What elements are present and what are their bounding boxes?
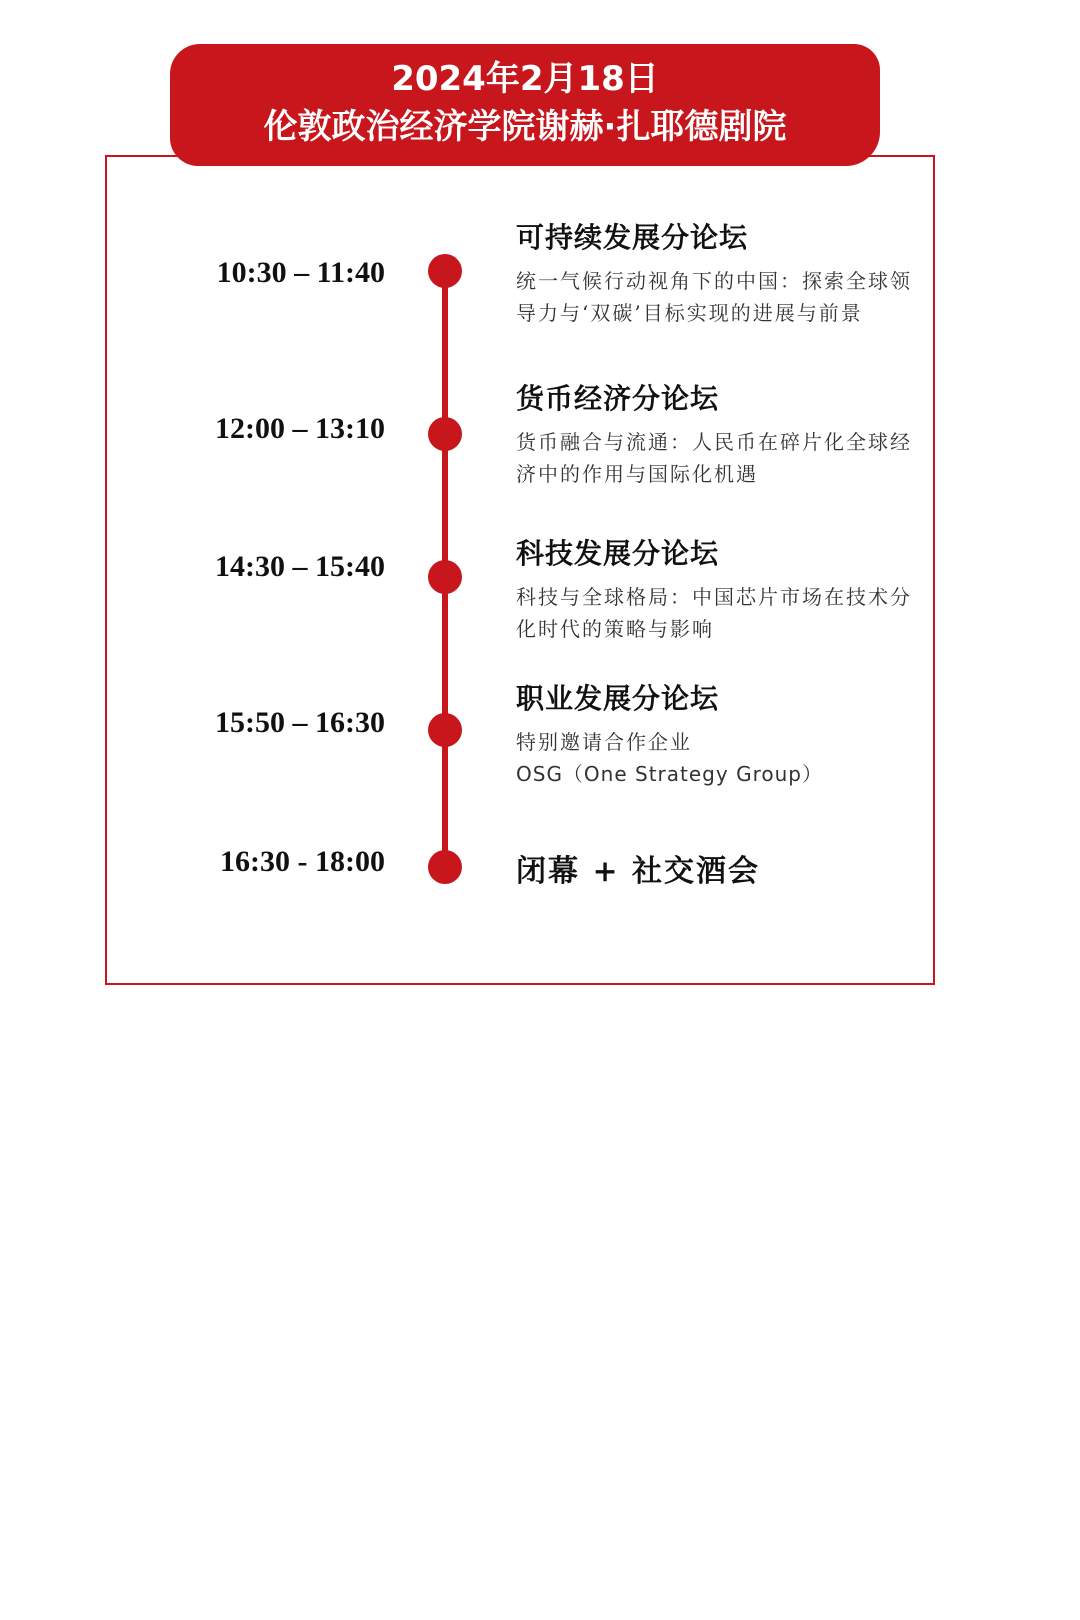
session-career-development [516, 680, 946, 790]
session-description-line: 特别邀请合作企业 [516, 730, 692, 754]
session-description [516, 581, 936, 645]
session-description [516, 265, 936, 329]
timeline-dot [428, 417, 462, 451]
event-date: 2024年2月18日 [391, 59, 659, 99]
session-time: 14:30 – 15:40 [215, 550, 385, 583]
session-description-line: 货币融合与流通：人民币在碎片化全球经 [516, 430, 912, 454]
session-description-line: 化时代的策略与影响 [516, 617, 714, 641]
session-technology [516, 535, 946, 645]
timeline-dot [428, 560, 462, 594]
session-monetary-economics [516, 380, 946, 490]
timeline-dot [428, 713, 462, 747]
session-description [516, 426, 936, 490]
session-description-line: 导力与‘双碳’目标实现的进展与前景 [516, 301, 863, 325]
timeline-dot [428, 254, 462, 288]
session-time: 10:30 – 11:40 [216, 256, 385, 289]
event-venue: 伦敦政治经济学院谢赫·扎耶德剧院 [263, 107, 787, 147]
session-title: 可持续发展分论坛 [516, 221, 749, 254]
session-time: 12:00 – 13:10 [215, 412, 385, 445]
session-description [516, 726, 936, 790]
session-closing-title: 闭幕 + 社交酒会 [516, 854, 761, 889]
session-time: 16:30 - 18:00 [220, 845, 385, 878]
session-title: 货币经济分论坛 [516, 382, 720, 415]
session-title: 职业发展分论坛 [516, 682, 720, 715]
header-banner [170, 44, 880, 166]
session-description-line: 统一气候行动视角下的中国：探索全球领 [516, 269, 912, 293]
session-description-line: 科技与全球格局：中国芯片市场在技术分 [516, 585, 912, 609]
timeline-dot [428, 850, 462, 884]
session-description-line: OSG（One Strategy Group） [516, 762, 823, 786]
session-sustainability [516, 219, 946, 329]
session-title: 科技发展分论坛 [516, 537, 720, 570]
session-description-line: 济中的作用与国际化机遇 [516, 462, 758, 486]
session-time: 15:50 – 16:30 [215, 706, 385, 739]
